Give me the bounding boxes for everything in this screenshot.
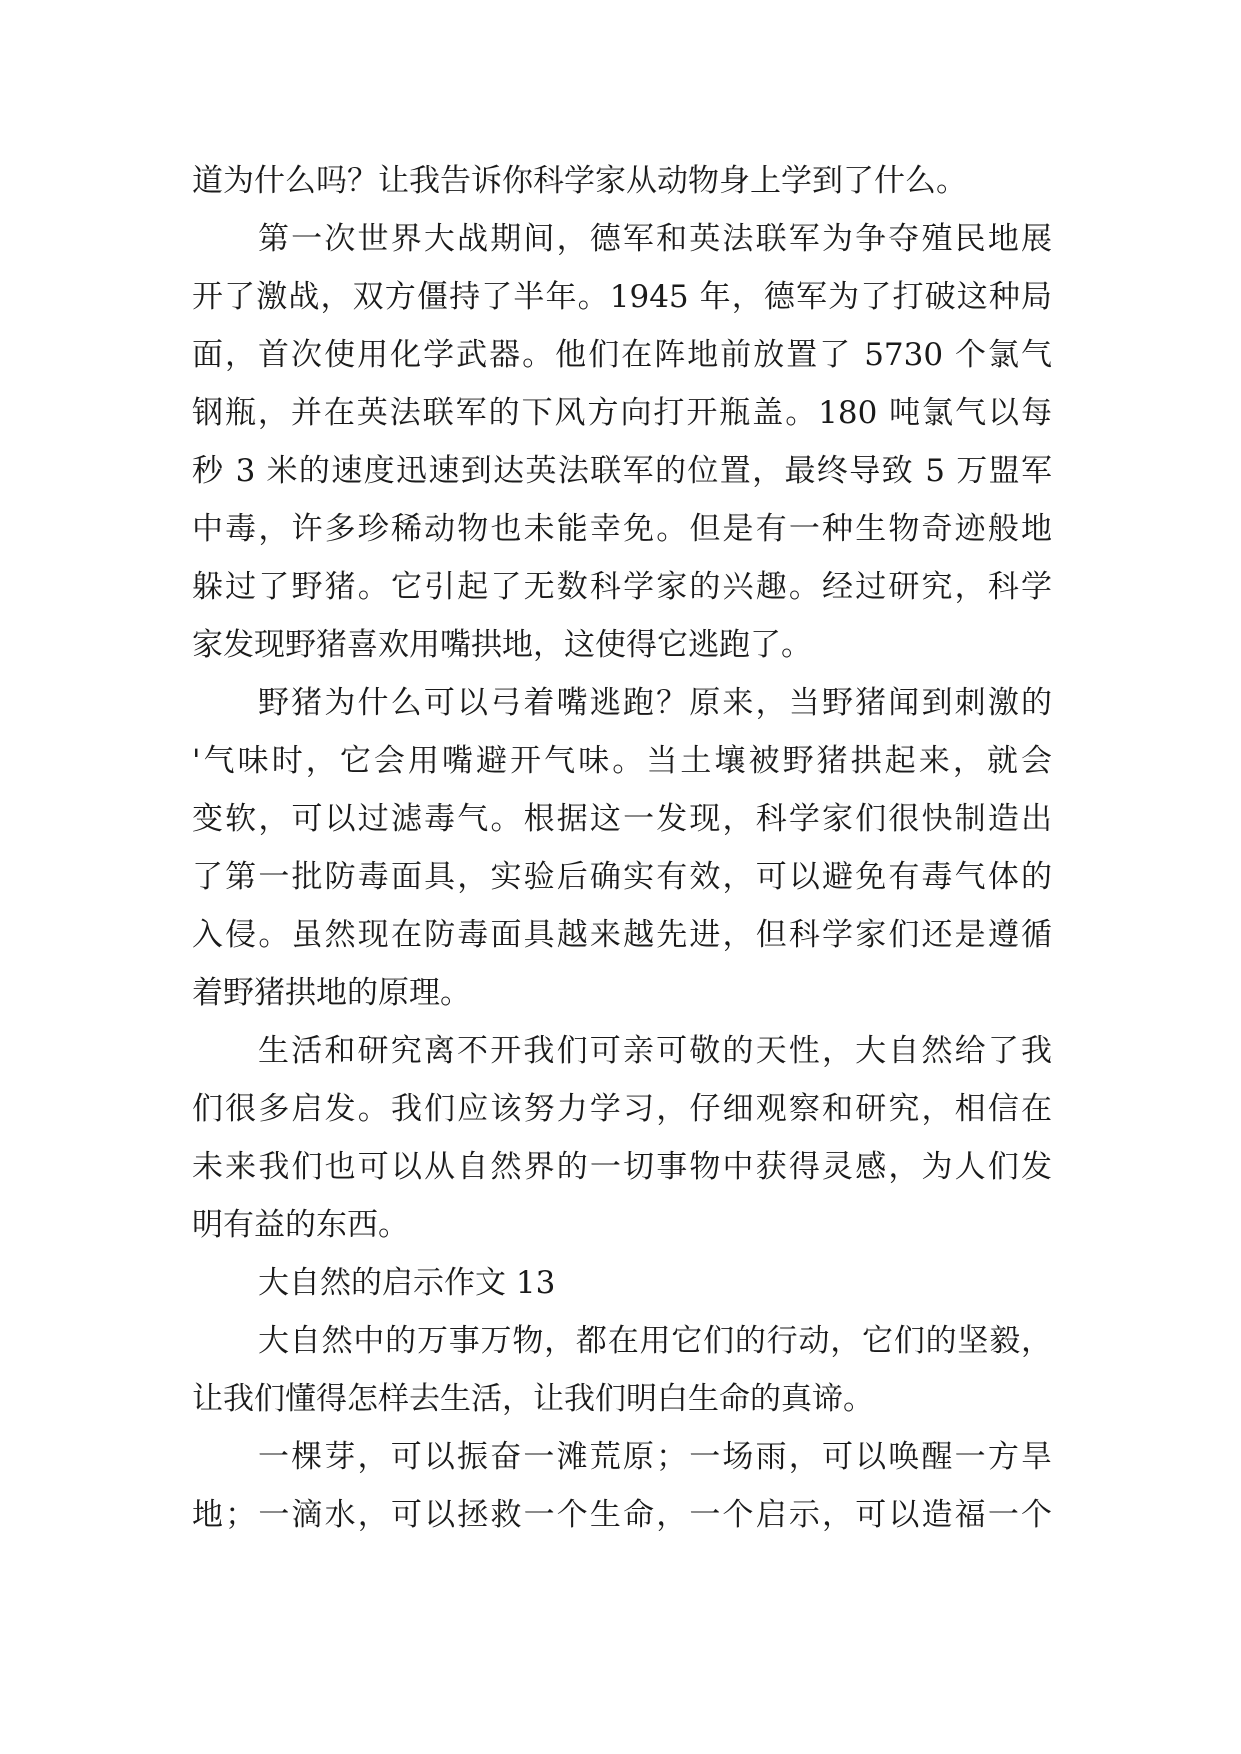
text-line: '气味时，它会用嘴避开气味。当土壤被野猪拱起来，就会 <box>192 743 1052 779</box>
text-line: 明有益的东西。 <box>192 1207 409 1243</box>
text-line: 道为什么吗？让我告诉你科学家从动物身上学到了什么。 <box>192 163 967 199</box>
section-heading: 大自然的启示作文 13 <box>258 1265 556 1301</box>
paragraph-first-line: 第一次世界大战期间，德军和英法联军为争夺殖民地展 <box>258 221 1052 257</box>
text-line: 面，首次使用化学武器。他们在阵地前放置了 5730 个氯气 <box>192 337 1052 373</box>
text-line: 家发现野猪喜欢用嘴拱地，这使得它逃跑了。 <box>192 627 812 663</box>
paragraph-first-line: 生活和研究离不开我们可亲可敬的天性，大自然给了我 <box>258 1033 1052 1069</box>
text-line: 着野猪拱地的原理。 <box>192 975 471 1011</box>
text-line: 变软，可以过滤毒气。根据这一发现，科学家们很快制造出 <box>192 801 1052 837</box>
text-line: 让我们懂得怎样去生活，让我们明白生命的真谛。 <box>192 1381 874 1417</box>
paragraph-first-line: 一棵芽，可以振奋一滩荒原；一场雨，可以唤醒一方旱 <box>258 1439 1052 1475</box>
text-line: 地；一滴水，可以拯救一个生命，一个启示，可以造福一个 <box>192 1497 1052 1533</box>
text-line: 未来我们也可以从自然界的一切事物中获得灵感，为人们发 <box>192 1149 1052 1185</box>
text-line: 中毒，许多珍稀动物也未能幸免。但是有一种生物奇迹般地 <box>192 511 1052 547</box>
paragraph-first-line: 大自然中的万事万物，都在用它们的行动，它们的坚毅， <box>258 1323 1052 1359</box>
text-line: 躲过了野猪。它引起了无数科学家的兴趣。经过研究，科学 <box>192 569 1052 605</box>
text-line: 开了激战，双方僵持了半年。1945 年，德军为了打破这种局 <box>192 279 1052 315</box>
text-line: 了第一批防毒面具，实验后确实有效，可以避免有毒气体的 <box>192 859 1052 895</box>
text-line: 入侵。虽然现在防毒面具越来越先进，但科学家们还是遵循 <box>192 917 1052 953</box>
document-body <box>192 152 1052 1544</box>
text-line: 秒 3 米的速度迅速到达英法联军的位置，最终导致 5 万盟军 <box>192 453 1052 489</box>
text-line: 钢瓶，并在英法联军的下风方向打开瓶盖。180 吨氯气以每 <box>192 395 1052 431</box>
text-line: 们很多启发。我们应该努力学习，仔细观察和研究，相信在 <box>192 1091 1052 1127</box>
paragraph-first-line: 野猪为什么可以弓着嘴逃跑？原来，当野猪闻到刺激的 <box>258 685 1052 721</box>
